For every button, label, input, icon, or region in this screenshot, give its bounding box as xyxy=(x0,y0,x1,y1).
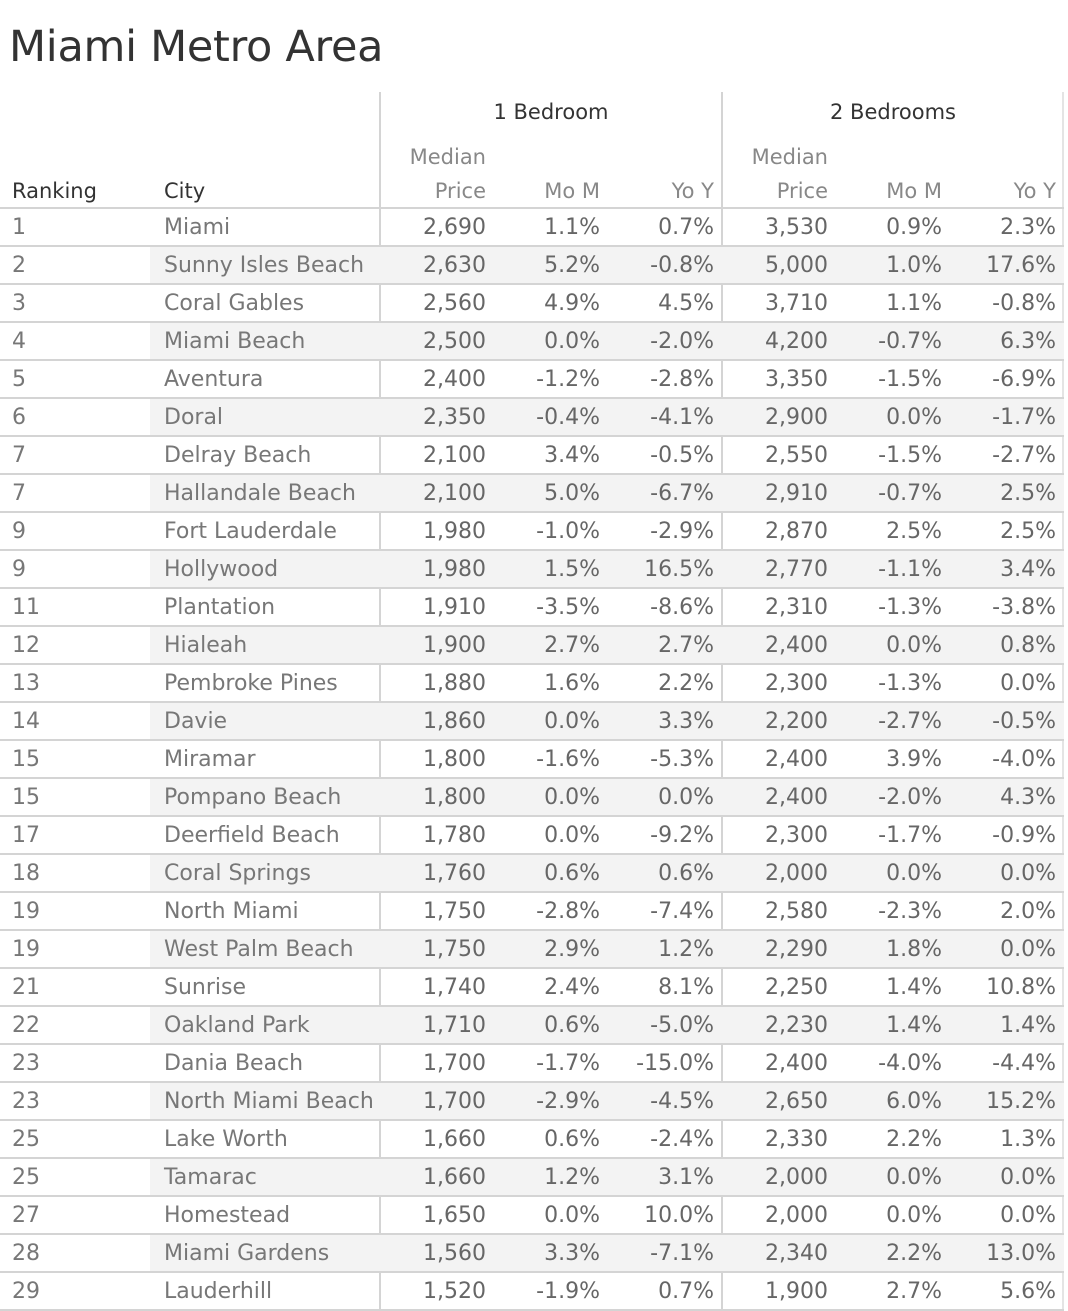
header-2bed-median xyxy=(752,143,828,205)
cell-1bed-mom: 2.4% xyxy=(544,975,600,1000)
header-median-line2: Price xyxy=(776,179,828,203)
cell-1bed-median-price: 1,880 xyxy=(423,671,486,696)
cell-city: West Palm Beach xyxy=(164,937,354,962)
cell-1bed-median-price: 1,560 xyxy=(423,1241,486,1266)
cell-1bed-mom: -2.8% xyxy=(536,899,600,924)
cell-1bed-median-price: 1,980 xyxy=(423,557,486,582)
cell-2bed-mom: 3.9% xyxy=(886,747,942,772)
cell-2bed-mom: 1.1% xyxy=(886,291,942,316)
cell-ranking: 23 xyxy=(12,1089,40,1114)
cell-city: Pompano Beach xyxy=(164,785,342,810)
header-1bed-mom: Mo M xyxy=(544,179,600,203)
cell-2bed-median-price: 2,400 xyxy=(765,785,828,810)
cell-1bed-mom: 0.0% xyxy=(544,1203,600,1228)
table-row xyxy=(0,473,1064,511)
cell-1bed-median-price: 2,630 xyxy=(423,253,486,278)
cell-1bed-mom: 1.2% xyxy=(544,1165,600,1190)
cell-1bed-median-price: 1,800 xyxy=(423,785,486,810)
table-row xyxy=(0,967,1064,1005)
header-1bed-yoy: Yo Y xyxy=(671,179,714,203)
cell-2bed-mom: -2.0% xyxy=(878,785,942,810)
header-median-line1: Median xyxy=(409,145,486,169)
cell-1bed-median-price: 1,520 xyxy=(423,1279,486,1304)
cell-2bed-yoy: -4.4% xyxy=(992,1051,1056,1076)
cell-ranking: 4 xyxy=(12,329,26,354)
cell-ranking: 22 xyxy=(12,1013,40,1038)
table-row xyxy=(0,625,1064,663)
cell-2bed-yoy: 0.0% xyxy=(1000,1165,1056,1190)
cell-1bed-yoy: -5.3% xyxy=(650,747,714,772)
table-row xyxy=(0,663,1064,701)
cell-2bed-yoy: 0.8% xyxy=(1000,633,1056,658)
cell-1bed-mom: -1.2% xyxy=(536,367,600,392)
cell-city: Coral Gables xyxy=(164,291,305,316)
cell-2bed-yoy: 0.0% xyxy=(1000,937,1056,962)
cell-1bed-yoy: 4.5% xyxy=(658,291,714,316)
cell-ranking: 12 xyxy=(12,633,40,658)
cell-ranking: 13 xyxy=(12,671,40,696)
cell-ranking: 6 xyxy=(12,405,26,430)
cell-2bed-yoy: -4.0% xyxy=(992,747,1056,772)
cell-2bed-mom: -1.5% xyxy=(878,443,942,468)
cell-1bed-mom: -3.5% xyxy=(536,595,600,620)
table-row xyxy=(0,739,1064,777)
table-row xyxy=(0,1005,1064,1043)
cell-2bed-median-price: 2,310 xyxy=(765,595,828,620)
cell-1bed-mom: 0.0% xyxy=(544,329,600,354)
cell-1bed-mom: 1.6% xyxy=(544,671,600,696)
cell-1bed-yoy: -4.1% xyxy=(650,405,714,430)
group-header-2-bedrooms: 2 Bedrooms xyxy=(830,100,956,124)
cell-ranking: 15 xyxy=(12,747,40,772)
cell-2bed-median-price: 2,000 xyxy=(765,1203,828,1228)
cell-2bed-median-price: 2,250 xyxy=(765,975,828,1000)
cell-2bed-mom: 0.0% xyxy=(886,405,942,430)
cell-city: Deerfield Beach xyxy=(164,823,340,848)
cell-1bed-median-price: 1,860 xyxy=(423,709,486,734)
cell-1bed-mom: -1.7% xyxy=(536,1051,600,1076)
cell-2bed-median-price: 2,000 xyxy=(765,861,828,886)
cell-city: Lauderhill xyxy=(164,1279,273,1304)
cell-ranking: 19 xyxy=(12,899,40,924)
cell-2bed-yoy: 1.4% xyxy=(1000,1013,1056,1038)
cell-2bed-median-price: 2,870 xyxy=(765,519,828,544)
cell-1bed-median-price: 2,400 xyxy=(423,367,486,392)
cell-1bed-median-price: 2,100 xyxy=(423,443,486,468)
cell-2bed-yoy: 1.3% xyxy=(1000,1127,1056,1152)
cell-ranking: 7 xyxy=(12,443,26,468)
cell-ranking: 23 xyxy=(12,1051,40,1076)
cell-2bed-mom: 2.5% xyxy=(886,519,942,544)
table-row xyxy=(0,207,1064,245)
table-row xyxy=(0,1233,1064,1271)
cell-ranking: 28 xyxy=(12,1241,40,1266)
cell-1bed-mom: -1.6% xyxy=(536,747,600,772)
cell-2bed-yoy: 2.3% xyxy=(1000,215,1056,240)
cell-ranking: 7 xyxy=(12,481,26,506)
cell-1bed-yoy: 0.0% xyxy=(658,785,714,810)
cell-1bed-yoy: 0.6% xyxy=(658,861,714,886)
cell-ranking: 1 xyxy=(12,215,26,240)
header-median-line2: Price xyxy=(434,179,486,203)
cell-2bed-mom: -0.7% xyxy=(878,481,942,506)
cell-1bed-yoy: 2.7% xyxy=(658,633,714,658)
cell-city: Sunny Isles Beach xyxy=(164,253,365,278)
cell-2bed-yoy: -0.8% xyxy=(992,291,1056,316)
cell-1bed-yoy: -0.5% xyxy=(650,443,714,468)
table-row xyxy=(0,891,1064,929)
cell-city: Lake Worth xyxy=(164,1127,288,1152)
cell-2bed-median-price: 2,770 xyxy=(765,557,828,582)
cell-1bed-median-price: 1,650 xyxy=(423,1203,486,1228)
cell-2bed-yoy: 3.4% xyxy=(1000,557,1056,582)
cell-2bed-mom: -0.7% xyxy=(878,329,942,354)
cell-2bed-median-price: 2,400 xyxy=(765,633,828,658)
cell-2bed-median-price: 2,330 xyxy=(765,1127,828,1152)
cell-2bed-median-price: 3,530 xyxy=(765,215,828,240)
cell-2bed-yoy: 5.6% xyxy=(1000,1279,1056,1304)
cell-2bed-yoy: 2.0% xyxy=(1000,899,1056,924)
cell-1bed-yoy: 3.1% xyxy=(658,1165,714,1190)
cell-2bed-mom: 2.2% xyxy=(886,1127,942,1152)
cell-1bed-yoy: 0.7% xyxy=(658,1279,714,1304)
cell-1bed-yoy: -0.8% xyxy=(650,253,714,278)
cell-1bed-median-price: 2,500 xyxy=(423,329,486,354)
cell-1bed-mom: 5.0% xyxy=(544,481,600,506)
cell-ranking: 21 xyxy=(12,975,40,1000)
cell-2bed-yoy: 6.3% xyxy=(1000,329,1056,354)
cell-2bed-mom: 0.0% xyxy=(886,861,942,886)
cell-2bed-yoy: -1.7% xyxy=(992,405,1056,430)
cell-city: Homestead xyxy=(164,1203,291,1228)
cell-city: Hialeah xyxy=(164,633,248,658)
cell-1bed-mom: 0.0% xyxy=(544,823,600,848)
cell-ranking: 3 xyxy=(12,291,26,316)
cell-2bed-yoy: -6.9% xyxy=(992,367,1056,392)
table-row xyxy=(0,777,1064,815)
cell-2bed-yoy: -2.7% xyxy=(992,443,1056,468)
cell-ranking: 11 xyxy=(12,595,40,620)
cell-1bed-mom: 3.3% xyxy=(544,1241,600,1266)
cell-2bed-mom: -1.5% xyxy=(878,367,942,392)
cell-1bed-median-price: 1,660 xyxy=(423,1127,486,1152)
cell-city: Dania Beach xyxy=(164,1051,304,1076)
cell-2bed-yoy: -0.5% xyxy=(992,709,1056,734)
cell-2bed-mom: -1.1% xyxy=(878,557,942,582)
cell-2bed-median-price: 2,340 xyxy=(765,1241,828,1266)
cell-1bed-yoy: -7.4% xyxy=(650,899,714,924)
cell-city: Miami Beach xyxy=(164,329,306,354)
cell-1bed-yoy: 16.5% xyxy=(644,557,714,582)
cell-1bed-yoy: -2.9% xyxy=(650,519,714,544)
cell-2bed-mom: 2.2% xyxy=(886,1241,942,1266)
cell-2bed-yoy: 0.0% xyxy=(1000,1203,1056,1228)
cell-2bed-yoy: 13.0% xyxy=(986,1241,1056,1266)
cell-2bed-mom: -1.7% xyxy=(878,823,942,848)
cell-city: Davie xyxy=(164,709,228,734)
table-row xyxy=(0,511,1064,549)
cell-ranking: 2 xyxy=(12,253,26,278)
cell-2bed-median-price: 4,200 xyxy=(765,329,828,354)
cell-2bed-yoy: 2.5% xyxy=(1000,481,1056,506)
cell-1bed-median-price: 1,660 xyxy=(423,1165,486,1190)
cell-2bed-median-price: 3,710 xyxy=(765,291,828,316)
cell-1bed-mom: 1.1% xyxy=(544,215,600,240)
cell-1bed-median-price: 1,980 xyxy=(423,519,486,544)
cell-1bed-yoy: -6.7% xyxy=(650,481,714,506)
cell-2bed-yoy: -0.9% xyxy=(992,823,1056,848)
cell-ranking: 9 xyxy=(12,557,26,582)
cell-1bed-yoy: -4.5% xyxy=(650,1089,714,1114)
cell-city: North Miami Beach xyxy=(164,1089,374,1114)
cell-2bed-mom: -1.3% xyxy=(878,671,942,696)
cell-1bed-mom: -1.9% xyxy=(536,1279,600,1304)
cell-1bed-median-price: 1,700 xyxy=(423,1089,486,1114)
cell-city: North Miami xyxy=(164,899,299,924)
cell-1bed-median-price: 1,750 xyxy=(423,937,486,962)
cell-city: Pembroke Pines xyxy=(164,671,338,696)
table-row xyxy=(0,929,1064,967)
table-row xyxy=(0,283,1064,321)
cell-2bed-mom: 1.8% xyxy=(886,937,942,962)
cell-1bed-mom: 0.0% xyxy=(544,785,600,810)
cell-1bed-median-price: 1,900 xyxy=(423,633,486,658)
cell-2bed-mom: 1.0% xyxy=(886,253,942,278)
table-row xyxy=(0,245,1064,283)
cell-ranking: 29 xyxy=(12,1279,40,1304)
cell-1bed-median-price: 2,350 xyxy=(423,405,486,430)
table-row xyxy=(0,549,1064,587)
cell-1bed-mom: 0.6% xyxy=(544,1127,600,1152)
cell-1bed-mom: 2.9% xyxy=(544,937,600,962)
cell-1bed-median-price: 1,780 xyxy=(423,823,486,848)
cell-2bed-mom: 0.0% xyxy=(886,633,942,658)
table-row xyxy=(0,359,1064,397)
cell-city: Hollywood xyxy=(164,557,279,582)
header-ranking: Ranking xyxy=(12,179,97,203)
cell-2bed-mom: -4.0% xyxy=(878,1051,942,1076)
cell-1bed-mom: 2.7% xyxy=(544,633,600,658)
cell-2bed-yoy: 4.3% xyxy=(1000,785,1056,810)
cell-2bed-mom: 0.9% xyxy=(886,215,942,240)
cell-2bed-median-price: 2,400 xyxy=(765,1051,828,1076)
cell-2bed-median-price: 3,350 xyxy=(765,367,828,392)
header-city: City xyxy=(164,179,206,203)
header-1bed-median xyxy=(410,143,486,205)
cell-2bed-yoy: 17.6% xyxy=(986,253,1056,278)
cell-1bed-median-price: 1,760 xyxy=(423,861,486,886)
cell-2bed-median-price: 2,300 xyxy=(765,671,828,696)
cell-2bed-mom: 2.7% xyxy=(886,1279,942,1304)
cell-1bed-median-price: 1,700 xyxy=(423,1051,486,1076)
cell-1bed-median-price: 1,910 xyxy=(423,595,486,620)
cell-1bed-yoy: 2.2% xyxy=(658,671,714,696)
cell-1bed-median-price: 1,800 xyxy=(423,747,486,772)
table-row xyxy=(0,853,1064,891)
cell-2bed-median-price: 5,000 xyxy=(765,253,828,278)
cell-1bed-mom: 1.5% xyxy=(544,557,600,582)
cell-2bed-median-price: 2,200 xyxy=(765,709,828,734)
cell-ranking: 18 xyxy=(12,861,40,886)
cell-ranking: 25 xyxy=(12,1127,40,1152)
cell-2bed-mom: -2.3% xyxy=(878,899,942,924)
cell-2bed-yoy: 0.0% xyxy=(1000,671,1056,696)
cell-ranking: 19 xyxy=(12,937,40,962)
cell-1bed-yoy: -2.0% xyxy=(650,329,714,354)
cell-1bed-mom: -1.0% xyxy=(536,519,600,544)
cell-2bed-median-price: 2,400 xyxy=(765,747,828,772)
table-row xyxy=(0,1157,1064,1195)
cell-city: Miami xyxy=(164,215,231,240)
cell-city: Aventura xyxy=(164,367,264,392)
cell-2bed-mom: 1.4% xyxy=(886,1013,942,1038)
cell-2bed-yoy: 10.8% xyxy=(986,975,1056,1000)
cell-2bed-mom: 6.0% xyxy=(886,1089,942,1114)
cell-ranking: 25 xyxy=(12,1165,40,1190)
cell-2bed-median-price: 2,290 xyxy=(765,937,828,962)
cell-2bed-median-price: 2,580 xyxy=(765,899,828,924)
cell-ranking: 15 xyxy=(12,785,40,810)
page-title: Miami Metro Area xyxy=(9,22,384,72)
cell-1bed-yoy: -9.2% xyxy=(650,823,714,848)
cell-1bed-yoy: 1.2% xyxy=(658,937,714,962)
cell-1bed-median-price: 2,560 xyxy=(423,291,486,316)
cell-1bed-yoy: 3.3% xyxy=(658,709,714,734)
cell-1bed-yoy: 10.0% xyxy=(644,1203,714,1228)
cell-2bed-median-price: 2,550 xyxy=(765,443,828,468)
cell-city: Miami Gardens xyxy=(164,1241,330,1266)
cell-1bed-yoy: -8.6% xyxy=(650,595,714,620)
cell-2bed-median-price: 2,230 xyxy=(765,1013,828,1038)
header-2bed-mom: Mo M xyxy=(886,179,942,203)
cell-2bed-yoy: -3.8% xyxy=(992,595,1056,620)
cell-2bed-median-price: 2,900 xyxy=(765,405,828,430)
cell-2bed-mom: 1.4% xyxy=(886,975,942,1000)
cell-2bed-median-price: 2,300 xyxy=(765,823,828,848)
cell-ranking: 5 xyxy=(12,367,26,392)
header-median-line1: Median xyxy=(751,145,828,169)
cell-city: Miramar xyxy=(164,747,256,772)
table-row xyxy=(0,1043,1064,1081)
cell-1bed-mom: 3.4% xyxy=(544,443,600,468)
cell-2bed-yoy: 0.0% xyxy=(1000,861,1056,886)
cell-city: Coral Springs xyxy=(164,861,311,886)
cell-1bed-mom: 0.0% xyxy=(544,709,600,734)
cell-city: Sunrise xyxy=(164,975,247,1000)
table-row xyxy=(0,435,1064,473)
cell-1bed-mom: -0.4% xyxy=(536,405,600,430)
cell-city: Hallandale Beach xyxy=(164,481,356,506)
group-header-1-bedroom: 1 Bedroom xyxy=(493,100,609,124)
cell-1bed-mom: -2.9% xyxy=(536,1089,600,1114)
cell-1bed-mom: 0.6% xyxy=(544,861,600,886)
table-row xyxy=(0,1195,1064,1233)
cell-2bed-median-price: 2,650 xyxy=(765,1089,828,1114)
table-row xyxy=(0,815,1064,853)
cell-city: Plantation xyxy=(164,595,276,620)
cell-1bed-yoy: -5.0% xyxy=(650,1013,714,1038)
table-row xyxy=(0,1119,1064,1157)
cell-1bed-yoy: 8.1% xyxy=(658,975,714,1000)
table-row xyxy=(0,1081,1064,1119)
table-row xyxy=(0,1271,1064,1311)
cell-city: Oakland Park xyxy=(164,1013,310,1038)
cell-ranking: 9 xyxy=(12,519,26,544)
header-2bed-yoy: Yo Y xyxy=(1013,179,1056,203)
cell-2bed-mom: 0.0% xyxy=(886,1203,942,1228)
cell-city: Tamarac xyxy=(164,1165,257,1190)
cell-1bed-median-price: 1,740 xyxy=(423,975,486,1000)
cell-1bed-median-price: 1,710 xyxy=(423,1013,486,1038)
cell-1bed-median-price: 1,750 xyxy=(423,899,486,924)
cell-city: Doral xyxy=(164,405,224,430)
cell-2bed-median-price: 2,910 xyxy=(765,481,828,506)
cell-2bed-mom: -2.7% xyxy=(878,709,942,734)
cell-2bed-median-price: 1,900 xyxy=(765,1279,828,1304)
table-row xyxy=(0,321,1064,359)
table-row xyxy=(0,587,1064,625)
cell-1bed-yoy: 0.7% xyxy=(658,215,714,240)
cell-2bed-mom: 0.0% xyxy=(886,1165,942,1190)
cell-ranking: 14 xyxy=(12,709,40,734)
cell-1bed-median-price: 2,100 xyxy=(423,481,486,506)
cell-ranking: 17 xyxy=(12,823,40,848)
cell-city: Fort Lauderdale xyxy=(164,519,337,544)
table-body xyxy=(0,207,1064,1311)
cell-2bed-median-price: 2,000 xyxy=(765,1165,828,1190)
cell-1bed-median-price: 2,690 xyxy=(423,215,486,240)
cell-2bed-yoy: 2.5% xyxy=(1000,519,1056,544)
cell-2bed-yoy: 15.2% xyxy=(986,1089,1056,1114)
cell-1bed-yoy: -15.0% xyxy=(636,1051,714,1076)
cell-1bed-yoy: -2.4% xyxy=(650,1127,714,1152)
cell-1bed-mom: 5.2% xyxy=(544,253,600,278)
table-row xyxy=(0,397,1064,435)
cell-2bed-mom: -1.3% xyxy=(878,595,942,620)
cell-1bed-yoy: -2.8% xyxy=(650,367,714,392)
table-row xyxy=(0,701,1064,739)
cell-city: Delray Beach xyxy=(164,443,312,468)
cell-1bed-mom: 4.9% xyxy=(544,291,600,316)
cell-1bed-mom: 0.6% xyxy=(544,1013,600,1038)
cell-ranking: 27 xyxy=(12,1203,40,1228)
cell-1bed-yoy: -7.1% xyxy=(650,1241,714,1266)
